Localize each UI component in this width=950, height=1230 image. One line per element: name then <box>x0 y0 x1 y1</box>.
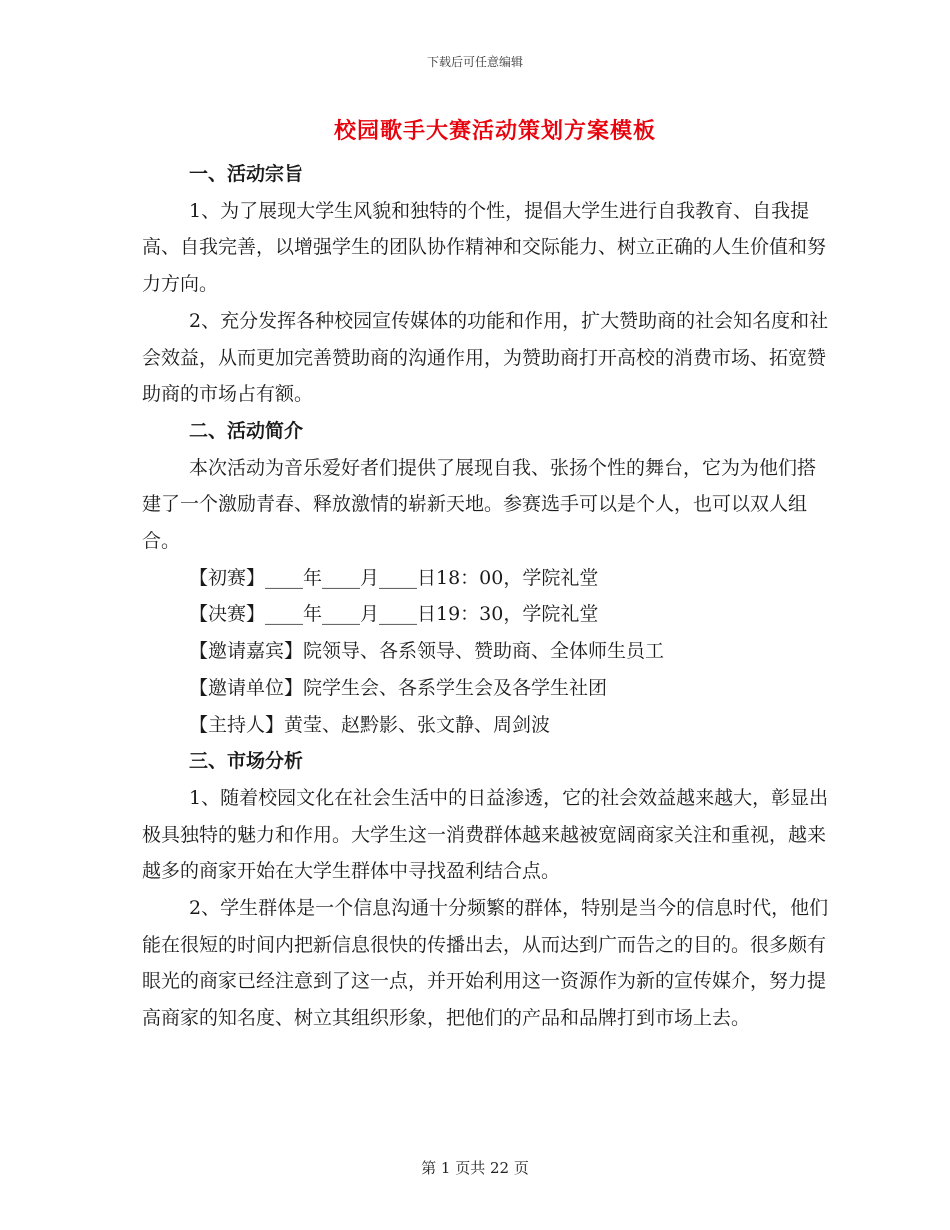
guests-info: 【邀请嘉宾】院领导、各系领导、赞助商、全体师生员工 <box>189 640 665 663</box>
section-heading-intro: 二、活动简介 <box>189 419 304 442</box>
document-title: 校园歌手大赛活动策划方案模板 <box>333 118 656 144</box>
page-footer: 第 1 页共 22 页 <box>421 1159 529 1177</box>
units-info: 【邀请单位】院学生会、各系学生会及各学生社团 <box>189 676 608 699</box>
market-paragraph-2: 2、学生群体是一个信息沟通十分频繁的群体，特别是当今的信息时代，他们能在很短的时间内把新信息很快的传播出去，从而达到广而告之的目的。很多颇有眼光的商家已经注意到了这一点，并开始利用这一资源作为新的宣传媒介，努力提高商家的知名度、树立其组织形象，把他们的产品和品牌打到市场上去。 <box>142 897 829 1030</box>
final-info: 【决赛】____年____月____日19：30，学院礼堂 <box>189 603 599 626</box>
prelim-info: 【初赛】____年____月____日18：00，学院礼堂 <box>189 566 599 589</box>
header-note: 下载后可任意编辑 <box>426 55 523 69</box>
hosts-info: 【主持人】黄莹、赵黔影、张文静、周剑波 <box>189 713 551 736</box>
section-heading-purpose: 一、活动宗旨 <box>189 163 304 185</box>
section-heading-market: 三、市场分析 <box>189 750 304 773</box>
document-body <box>142 156 832 1037</box>
intro-paragraph: 本次活动为音乐爱好者们提供了展现自我、张扬个性的舞台，它为为他们搭建了一个激励青春、释放激情的崭新天地。参赛选手可以是个人，也可以双人组合。 <box>142 456 817 553</box>
market-paragraph-1: 1、随着校园文化在社会生活中的日益渗透，它的社会效益越来越大，彰显出极具独特的魅力和作用。大学生这一消费群体越来越被宽阔商家关注和重视，越来越多的商家开始在大学生群体中寻找盈利结合点。 <box>142 786 829 883</box>
purpose-paragraph-2: 2、充分发挥各种校园宣传媒体的功能和作用，扩大赞助商的社会知名度和社会效益，从而更加完善赞助商的沟通作用，为赞助商打开高校的消费市场、拓宽赞助商的市场占有额。 <box>142 309 829 406</box>
purpose-paragraph-1: 1、为了展现大学生风貌和独特的个性，提倡大学生进行自我教育、自我提高、自我完善，以增强学生的团队协作精神和交际能力、树立正确的人生价值和努力方向。 <box>142 199 827 296</box>
